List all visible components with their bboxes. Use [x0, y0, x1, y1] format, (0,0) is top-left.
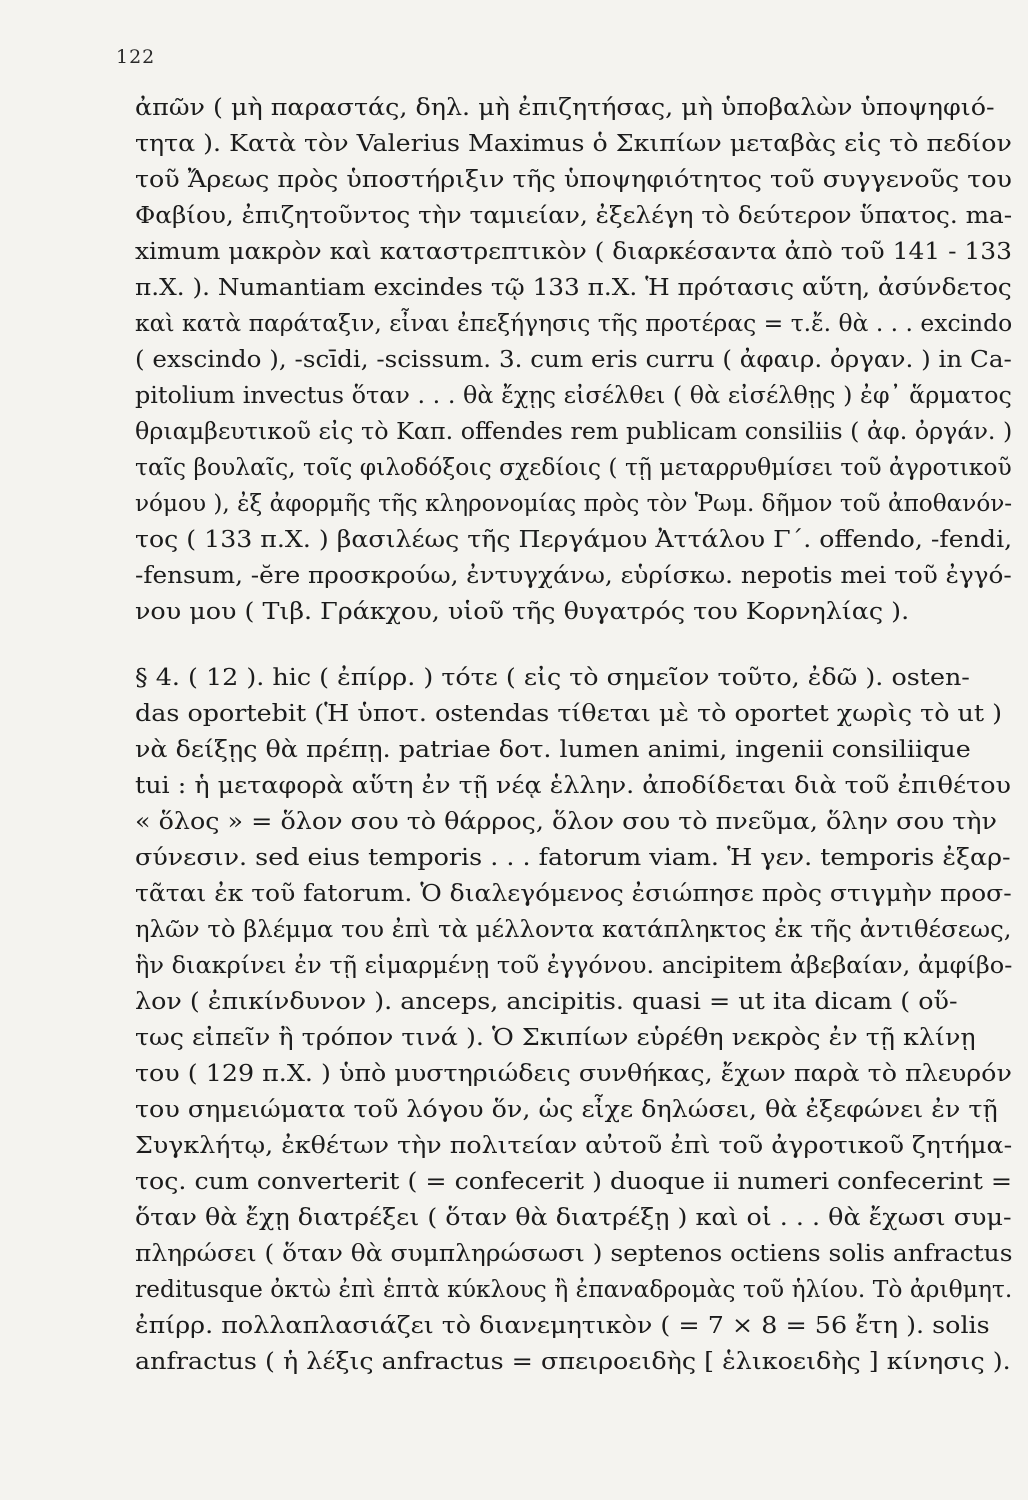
text-line: « ὅλος » = ὅλον σου τὸ θάρρος, ὅλον σου τὸ πνεῦμα, ὅλην σου τὴν	[135, 807, 997, 835]
text-line: ximum μακρὸν καὶ καταστρεπτικὸν ( διαρκέσαντα ἀπὸ τοῦ 141 - 133	[135, 237, 1012, 265]
page-number: 122	[116, 46, 156, 68]
text-line: Φαβίου, ἐπιζητοῦντος τὴν ταμιείαν, ἐξελέγη τὸ δεύτερον ὕπατος. ma-	[135, 201, 1013, 229]
text-line: ταῖς βουλαῖς, τοῖς φιλοδόξοις σχεδίοις ( τῇ μεταρρυθμίσει τοῦ ἀγροτικοῦ	[135, 453, 1012, 481]
text-line: του σημειώματα τοῦ λόγου ὅν, ὡς εἶχε δηλώσει, θὰ ἐξεφώνει ἐν τῇ	[135, 1095, 998, 1123]
text-line: ἣν διακρίνει ἐν τῇ εἱμαρμένῃ τοῦ ἐγγόνου. ancipitem ἀβεβαίαν, ἀμφίβο-	[135, 951, 1013, 979]
text-line: σύνεσιν. sed eius temporis . . . fatorum viam. Ἡ γεν. temporis ἐξαρ-	[135, 843, 1011, 871]
text-line: θριαμβευτικοῦ εἰς τὸ Καπ. offendes rem publicam consiliis ( ἀφ. ὀργάν. )	[135, 417, 1013, 445]
text-line: π.Χ. ). Numantiam excindes τῷ 133 π.Χ. Ἡ πρότασις αὕτη, ἀσύνδετος	[135, 273, 1012, 301]
text-line: τως εἰπεῖν ἢ τρόπον τινά ). Ὁ Σκιπίων εὑρέθη νεκρὸς ἐν τῇ κλίνῃ	[135, 1023, 976, 1051]
text-line: pitolium invectus ὅταν . . . θὰ ἔχῃς εἰσέλθει ( θὰ εἰσέλθῃς ) ἐφ᾽ ἅρματος	[135, 381, 1012, 409]
text-line: πληρώσει ( ὅταν θὰ συμπληρώσωσι ) septenos octiens solis anfractus	[135, 1239, 1013, 1267]
text-line: νὰ δείξῃς θὰ πρέπῃ. patriae δοτ. lumen animi, ingenii consiliique	[135, 735, 971, 763]
text-line: ἐπίρρ. πολλαπλασιάζει τὸ διανεμητικὸν ( = 7 × 8 = 56 ἔτη ). solis	[135, 1311, 990, 1339]
text-line: reditusque ὀκτὼ ἐπὶ ἑπτὰ κύκλους ἢ ἐπαναδρομὰς τοῦ ἡλίου. Τὸ ἀριθμητ.	[135, 1275, 1013, 1303]
text-line: νόμου ), ἐξ ἀφορμῆς τῆς κληρονομίας πρὸς τὸν Ῥωμ. δῆμον τοῦ ἀποθανόν-	[135, 489, 1013, 517]
text-line: καὶ κατὰ παράταξιν, εἶναι ἐπεξήγησις τῆς προτέρας = τ.ἔ. θὰ . . . excindo	[135, 309, 1013, 337]
text-line: ὅταν θὰ ἔχῃ διατρέξει ( ὅταν θὰ διατρέξῃ ) καὶ οἱ . . . θὰ ἔχωσι συμ-	[135, 1203, 1012, 1231]
text-line: τος ( 133 π.Χ. ) βασιλέως τῆς Περγάμου Ἀττάλου Γ΄. offendo, -fendi,	[135, 525, 1013, 553]
text-line: του ( 129 π.Χ. ) ὑπὸ μυστηριώδεις συνθήκας, ἔχων παρὰ τὸ πλευρόν	[135, 1059, 1012, 1087]
text-line: tui : ἡ μεταφορὰ αὕτη ἐν τῇ νέᾳ ἑλλην. ἀποδίδεται διὰ τοῦ ἐπιθέτου	[135, 771, 1011, 799]
text-line: anfractus ( ἡ λέξις anfractus = σπειροειδὴς [ ἑλικοειδὴς ] κίνησις ).	[135, 1347, 1011, 1375]
text-line: ( exscindo ), -scīdi, -scissum. 3. cum eris curru ( ἀφαιρ. ὀργαν. ) in Ca-	[135, 345, 1012, 373]
text-line: ηλῶν τὸ βλέμμα του ἐπὶ τὰ μέλλοντα κατάπληκτος ἐκ τῆς ἀντιθέσεως,	[135, 915, 1012, 943]
text-line: das oportebit (Ἡ ὑποτ. ostendas τίθεται μὲ τὸ oportet χωρὶς τὸ ut )	[135, 699, 1003, 727]
text-line: νου μου ( Τιβ. Γράκχου, υἱοῦ τῆς θυγατρός του Κορνηλίας ).	[135, 597, 910, 625]
text-line: τητα ). Κατὰ τὸν Valerius Maximus ὁ Σκιπίων μεταβὰς εἰς τὸ πεδίον	[135, 129, 1012, 157]
text-line: τος. cum converterit ( = confecerit ) duoque ii numeri confecerint =	[135, 1167, 1013, 1195]
text-line: Συγκλήτῳ, ἐκθέτων τὴν πολιτείαν αὐτοῦ ἐπὶ τοῦ ἀγροτικοῦ ζητήμα-	[135, 1131, 1013, 1159]
text-line: λον ( ἐπικίνδυνον ). anceps, ancipitis. quasi = ut ita dicam ( οὕ-	[135, 987, 958, 1015]
text-line: τοῦ Ἄρεως πρὸς ὑποστήριξιν τῆς ὑποψηφιότητος τοῦ συγγενοῦς του	[135, 165, 1012, 193]
text-line: -fensum, -ĕre προσκρούω, ἐντυγχάνω, εὑρίσκω. nepotis mei τοῦ ἐγγό-	[135, 561, 1012, 589]
text-line: τᾶται ἐκ τοῦ fatorum. Ὁ διαλεγόμενος ἐσιώπησε πρὸς στιγμὴν προσ-	[135, 879, 1012, 907]
text-line: ἀπῶν ( μὴ παραστάς, δηλ. μὴ ἐπιζητήσας, μὴ ὑποβαλὼν ὑποψηφιό-	[135, 93, 995, 121]
paragraph-start-line: § 4. ( 12 ). hic ( ἐπίρρ. ) τότε ( εἰς τὸ σημεῖον τοῦτο, ἐδῶ ). osten-	[135, 663, 970, 691]
